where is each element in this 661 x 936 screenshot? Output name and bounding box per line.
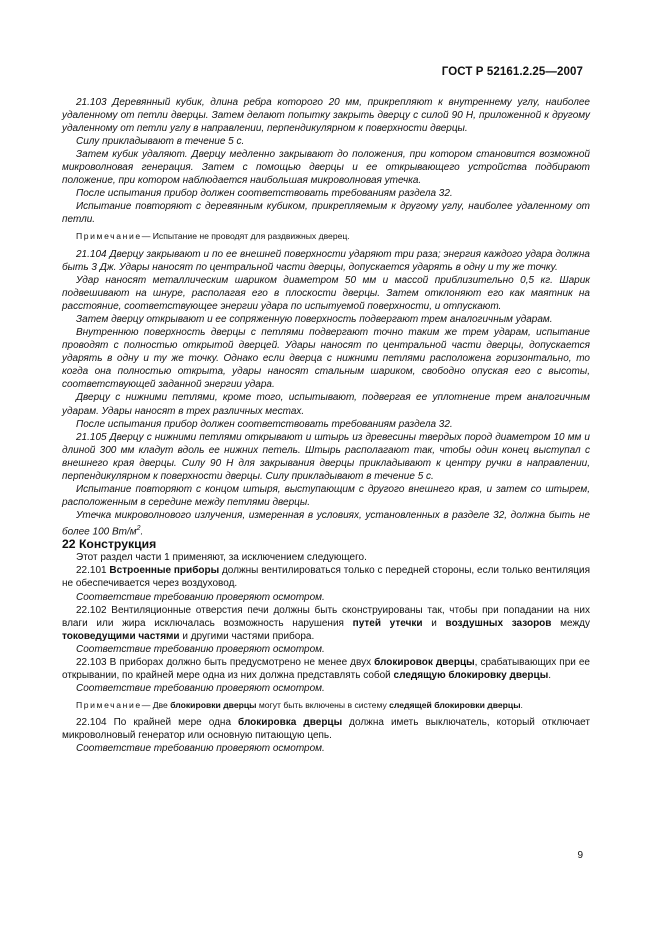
paragraph: Затем кубик удаляют. Дверцу медленно закрывают до положения, при котором становится возможной микроволновая генерация. Затем с помощью дверцы и ее открывающего устройства подбирают положение, при котором наблюдается наибольшая микроволновая утечка.: [62, 149, 590, 187]
note-label: Примечание: [76, 231, 142, 242]
text: .: [548, 669, 552, 681]
note-door-interlocks: [62, 700, 590, 712]
paragraph: Силу прикладывают в течение 5 с.: [76, 136, 245, 148]
term: Встроенные приборы: [109, 565, 220, 577]
note-text: — Испытание не проводят для раздвижных дверец.: [141, 231, 350, 242]
paragraph: Испытание повторяют с деревянным кубиком, прикрепляемым к другому углу, наиболее удаленному от петли.: [62, 201, 590, 226]
clause-21-104: 21.104 Дверцу закрывают и по ее внешней поверхности ударяют три раза; энергия каждого удара должна быть 3 Дж. Удары наносят по центральной части дверцы, допускается ударять в одну и ту же точку.: [62, 248, 590, 274]
term: следящую блокировку дверцы: [393, 669, 549, 681]
paragraph: После испытания прибор должен соответствовать требованиям раздела 32.: [76, 418, 453, 430]
compliance-check: Соответствие требованию проверяют осмотром.: [76, 591, 325, 603]
note-text: могут быть включены в систему: [256, 699, 390, 710]
text: 22.104 По крайней мере одна: [76, 717, 239, 729]
text: 22.102 Вентиляционные отверстия печи должны быть сконструированы так, чтобы при попадании на них влаги или жира исключалась возможность нарушения: [62, 604, 590, 629]
paragraph: Затем дверцу открывают и ее сопряженную поверхность подвергают трем аналогичным ударам.: [76, 314, 553, 326]
paragraph: Внутреннюю поверхность дверцы с петлями подвергают точно таким же трем ударам, испытание проводят с полностью открытой дверцей. Удары наносят по центральной части дверцы, допускается ударять в одну и ту же точку. Однако если дверца с нижними петлями расположена горизонтально, то когда она полностью открыта, удары наносят стальным шариком, свободно опуская его с высоты, соответствующей заданной энергии удара.: [62, 327, 590, 391]
term: блокировок дверцы: [374, 656, 475, 668]
text: 22.103 В приборах должно быть предусмотрено не менее двух: [76, 656, 375, 668]
standard-header: ГОСТ Р 52161.2.25—2007: [441, 66, 583, 78]
compliance-check: Соответствие требованию проверяют осмотром.: [76, 743, 325, 755]
note-label: Примечание: [76, 699, 142, 710]
term: путей утечки: [352, 617, 423, 629]
paragraph: После испытания прибор должен соответствовать требованиям раздела 32.: [76, 188, 453, 200]
page-number: 9: [577, 850, 583, 861]
compliance-check: Соответствие требованию проверяют осмотром.: [76, 682, 325, 694]
section-title: 22 Конструкция: [62, 537, 157, 552]
section-intro: Этот раздел части 1 применяют, за исключением следующего.: [76, 552, 367, 564]
term: блокировки дверцы: [170, 699, 257, 710]
paragraph: Удар наносят металлическим шариком диаметром 50 мм и массой приблизительно 0,5 кг. Шарик подвешивают на шнуре, располагая его в плоскости дверцы. Затем отклоняют его как маятник на расстояние, соответствующее энергии удара по испытуемой поверхности, и отпускают.: [62, 275, 590, 313]
leakage-end: .: [140, 526, 144, 538]
text: , срабатывающих при ее открывании, по крайней мере одна из них должна представлять собой: [62, 656, 590, 681]
text: должна иметь выключатель, который отключает микроволновый генератор или основную питающую цепь.: [62, 717, 590, 742]
unit-superscript: 2: [136, 524, 141, 532]
clause-21-105: 21.105 Дверцу с нижними петлями открывают и штырь из древесины твердых пород диаметром 10 мм и длиной 300 мм кладут вдоль ее нижних петель. Штырь располагают так, чтобы один конец выступал с внешнего края дверцы. Силу 90 Н для закрывания дверцы прикладывают к центру ручки в направлении, перпендикулярном к поверхности дверцы. Силу прикладывают в течение 5 с.: [62, 431, 590, 482]
text: 22.101: [76, 565, 110, 577]
clause-22-103: [62, 656, 590, 682]
leakage-text: Утечка микроволнового излучения, измеренная в условиях, установленных в разделе 32, должна быть не более 100 Вт/м: [62, 509, 590, 538]
term: воздушных зазоров: [445, 617, 552, 629]
text: и другими частями прибора.: [179, 630, 315, 642]
term: следящей блокировки дверцы: [389, 699, 521, 710]
compliance-check: Соответствие требованию проверяют осмотром.: [76, 643, 325, 655]
note-sliding-doors: [62, 231, 590, 243]
text: должны вентилироваться только с передней стороны, если только вентиляция не обеспечивается через воздуховод.: [62, 565, 590, 590]
clause-22-101: [62, 564, 590, 590]
page-content: [62, 96, 590, 756]
text: и: [422, 617, 446, 629]
paragraph: Испытание повторяют с концом штыря, выступающим с другого внешнего края, и затем со штырем, расположенным в середине между петлями дверцы.: [62, 483, 590, 508]
note-text: — Две: [141, 699, 171, 710]
text: между: [551, 617, 590, 629]
leakage-limit: [62, 509, 590, 538]
clause-21-103: 21.103 Деревянный кубик, длина ребра которого 20 мм, прикрепляют к внутреннему углу, наиболее удаленному от петли дверцы. Затем делают попытку закрыть дверцу с силой 90 Н, приложенной к другому удаленному от петли углу в направлении, перпендикулярном к поверхности дверцы.: [62, 97, 590, 135]
term: блокировка дверцы: [238, 717, 343, 729]
clause-22-102: [62, 604, 590, 643]
term: токоведущими частями: [62, 630, 180, 642]
note-text: .: [520, 699, 523, 710]
paragraph: Дверцу с нижними петлями, кроме того, испытывают, подвергая ее уплотнение трем аналогичным ударам. Удары наносят в трех различных местах.: [62, 392, 590, 417]
clause-22-104: [62, 716, 590, 742]
